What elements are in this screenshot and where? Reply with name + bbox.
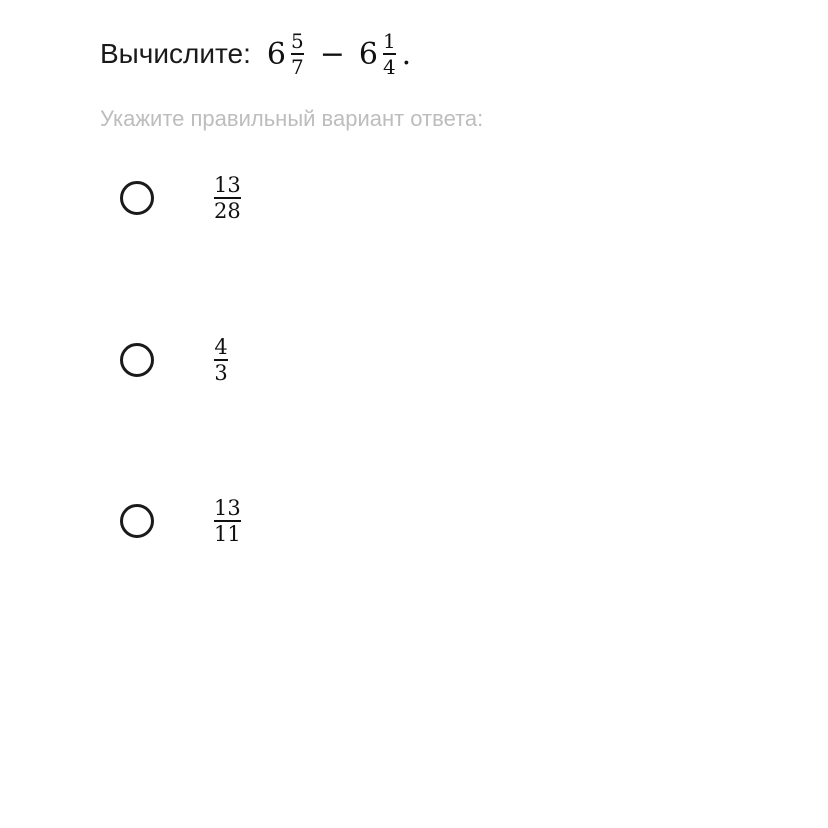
radio-button[interactable] bbox=[120, 343, 154, 377]
scrolled-content-remnant bbox=[100, 0, 160, 2]
term2-fraction bbox=[383, 30, 396, 78]
option-numerator: 13 bbox=[214, 173, 241, 198]
answer-option-2[interactable] bbox=[120, 330, 420, 390]
answer-hint: Укажите правильный вариант ответа: bbox=[100, 106, 484, 131]
option-denominator: 11 bbox=[214, 521, 241, 546]
question-label: Вычислите: bbox=[100, 38, 251, 69]
term2-numerator: 1 bbox=[382, 29, 396, 54]
expression-period: . bbox=[401, 36, 412, 72]
radio-button[interactable] bbox=[120, 181, 154, 215]
radio-button[interactable] bbox=[120, 504, 154, 538]
option-denominator: 3 bbox=[214, 360, 228, 385]
minus-operator: − bbox=[319, 36, 345, 72]
term1-numerator: 5 bbox=[290, 29, 304, 54]
option-numerator: 4 bbox=[214, 335, 228, 360]
answer-option-1[interactable] bbox=[120, 168, 420, 228]
option-fraction bbox=[214, 336, 228, 384]
term1-fraction bbox=[291, 30, 304, 78]
option-fraction bbox=[214, 497, 241, 545]
question bbox=[100, 26, 411, 82]
option-numerator: 13 bbox=[214, 496, 241, 521]
option-denominator: 28 bbox=[214, 198, 241, 223]
answer-option-3[interactable] bbox=[120, 491, 420, 551]
term1-denominator: 7 bbox=[290, 54, 304, 79]
term2-denominator: 4 bbox=[382, 54, 396, 79]
term1-whole: 6 bbox=[266, 36, 286, 72]
option-fraction bbox=[214, 174, 241, 222]
math-expression bbox=[267, 30, 411, 78]
term2-whole: 6 bbox=[358, 36, 378, 72]
